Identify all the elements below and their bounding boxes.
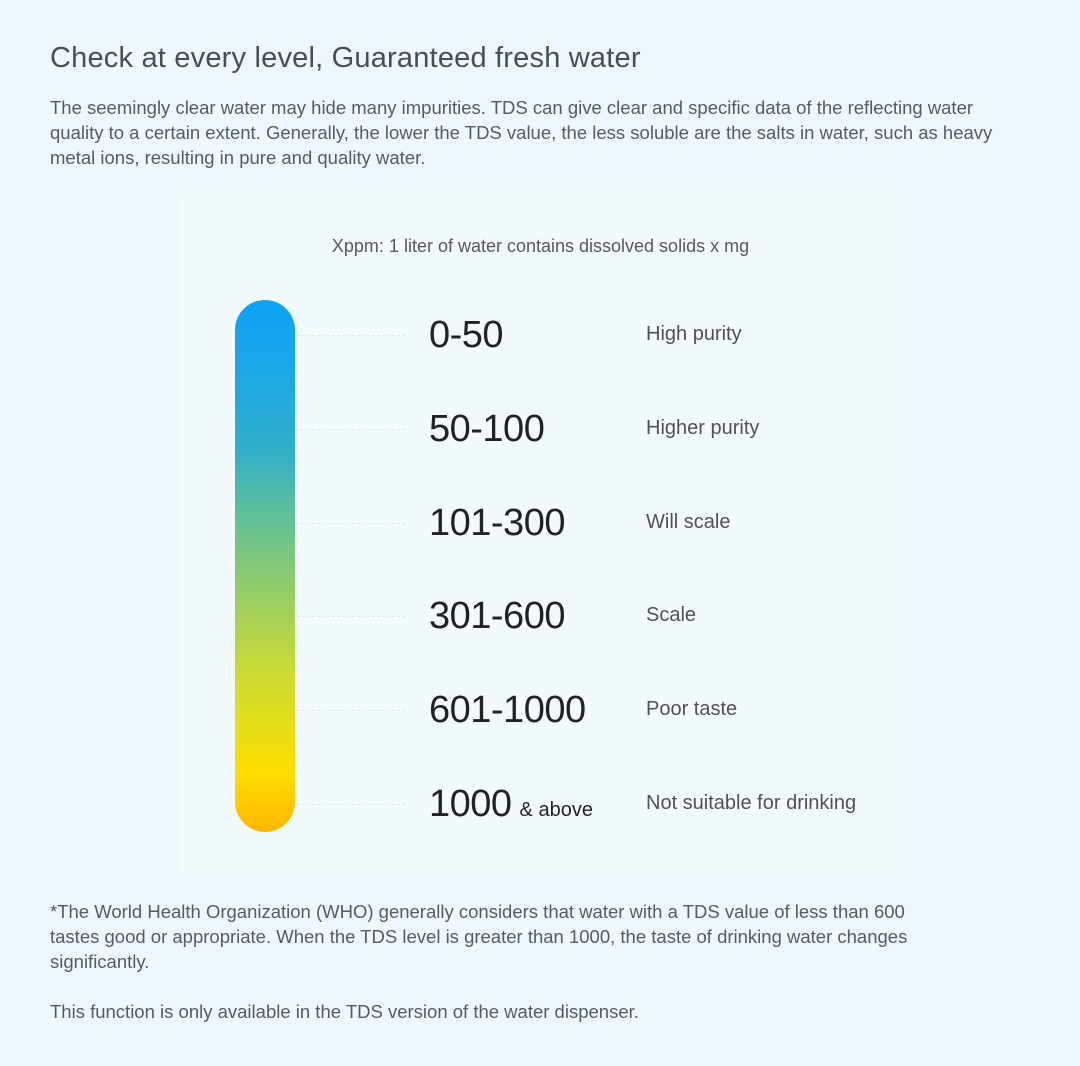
range-value: 101-300: [429, 502, 565, 544]
leader-line: [297, 710, 405, 711]
leader-line: [297, 429, 405, 430]
availability-note: This function is only available in the TDS version of the water dispenser.: [50, 1001, 639, 1022]
page-title: Check at every level, Guaranteed fresh water: [50, 42, 641, 74]
level-description: Poor taste: [646, 698, 738, 720]
range-value: 0-50: [429, 314, 504, 356]
level-row-3: [179, 596, 902, 636]
level-row-0: [179, 315, 902, 355]
tds-gradient-bar: [235, 300, 295, 832]
range-value: 601-1000: [429, 689, 586, 731]
leader-line: [297, 523, 405, 524]
level-range: [429, 690, 586, 730]
leader-line: [297, 804, 405, 805]
range-value: 50-100: [429, 408, 545, 450]
level-description: Scale: [646, 604, 697, 626]
level-description: Higher purity: [646, 417, 760, 439]
intro-paragraph: The seemingly clear water may hide many impurities. TDS can give clear and specific data of the reflecting water quality to a certain extent. Generally, the lower the TDS value, the less soluble are the salts in water, such as heavy metal ions, resulting in pure and quality water.: [50, 97, 993, 168]
range-suffix: & above: [519, 799, 593, 821]
level-range: [429, 503, 565, 543]
level-range: [429, 596, 565, 636]
level-description: Not suitable for drinking: [646, 792, 857, 814]
range-value: 1000: [429, 783, 512, 825]
leader-line: [297, 335, 405, 336]
level-row-4: [179, 690, 902, 730]
who-footnote: *The World Health Organization (WHO) generally considers that water with a TDS value of less than 600 tastes good or appropriate. When the TDS level is greater than 1000, the taste of drinking water changes significantly.: [50, 901, 908, 972]
range-value: 301-600: [429, 595, 565, 637]
level-row-5: [179, 784, 902, 824]
level-row-1: [179, 409, 902, 449]
tds-scale-card: [179, 194, 902, 873]
level-range: [429, 409, 544, 449]
level-description: High purity: [646, 323, 742, 345]
ppm-definition: Xppm: 1 liter of water contains dissolved solids x mg: [331, 236, 750, 256]
level-row-2: [179, 503, 902, 543]
leader-line: [297, 616, 405, 617]
level-range: [429, 784, 593, 830]
level-description: Will scale: [646, 511, 731, 533]
level-range: [429, 315, 503, 355]
